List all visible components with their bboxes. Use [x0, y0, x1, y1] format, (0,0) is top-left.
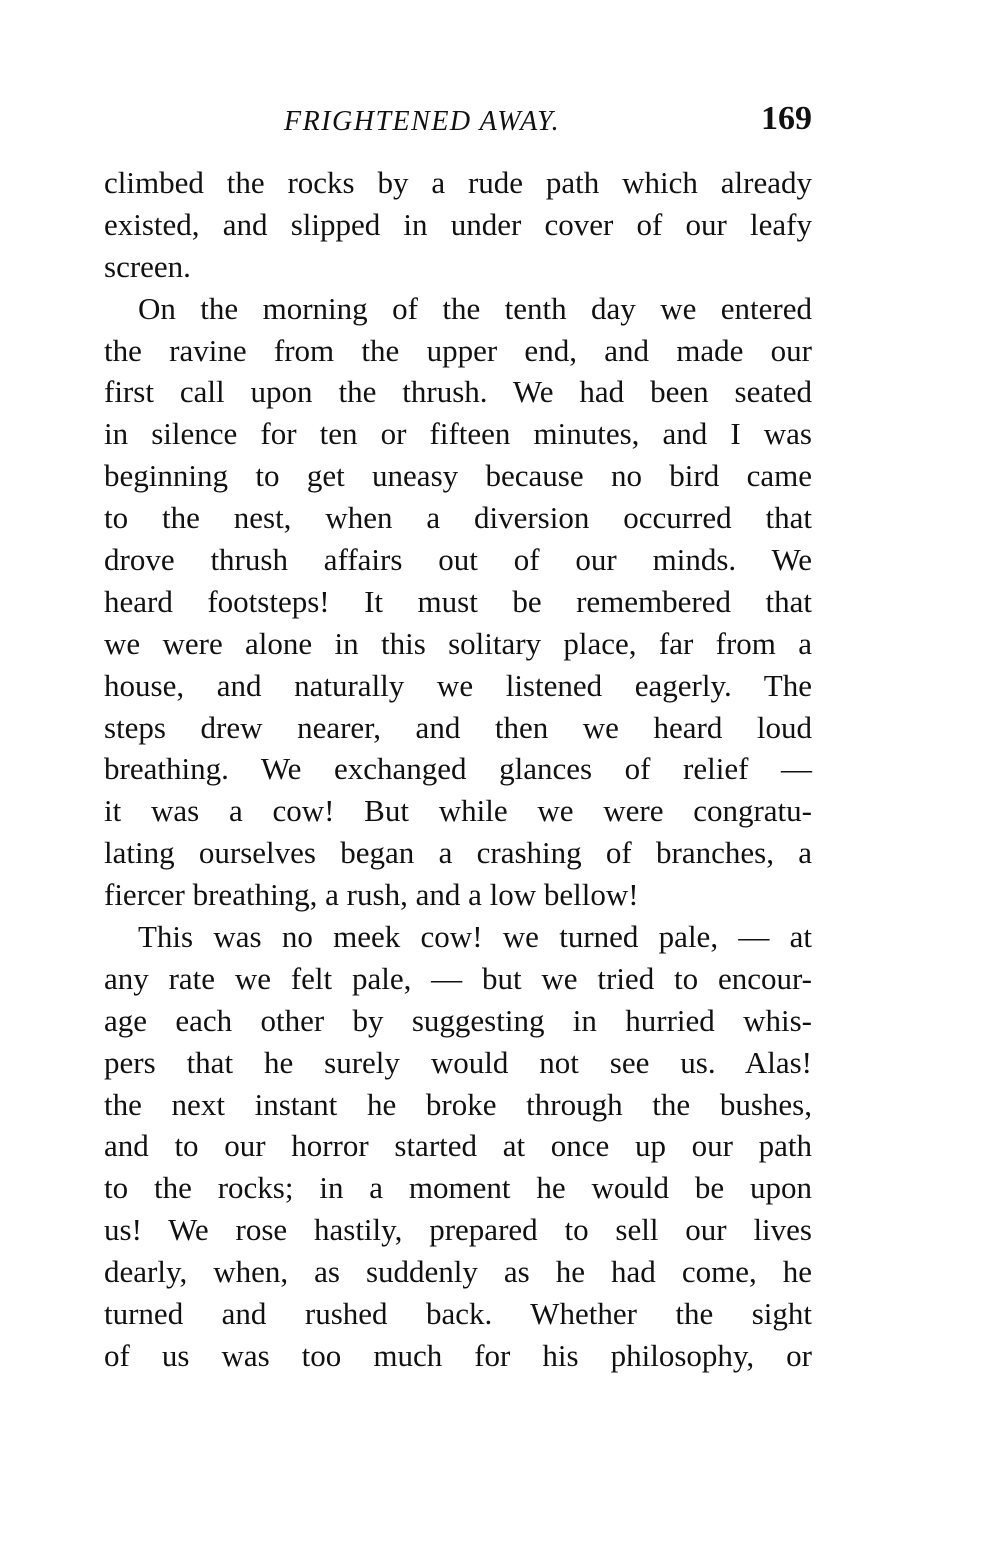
text-line: it was a cow! But while we were congratu-: [104, 793, 812, 829]
text-line: the ravine from the upper end, and made our: [104, 332, 812, 368]
paragraph-first-line: On the morning of the tenth day we entered: [138, 290, 812, 326]
text-line: house, and naturally we listened eagerly. The: [104, 667, 812, 703]
text-line: breathing. We exchanged glances of relief —: [104, 751, 812, 787]
running-title: FRIGHTENED AWAY.: [284, 106, 561, 137]
running-header: [104, 100, 812, 144]
page-number: 169: [761, 100, 812, 137]
paragraph-first-line: This was no meek cow! we turned pale, — at: [138, 919, 812, 955]
text-line: existed, and slipped in under cover of our leafy: [104, 206, 812, 242]
text-line: in silence for ten or fifteen minutes, and I was: [104, 416, 812, 452]
text-line: pers that he surely would not see us. Alas!: [104, 1044, 812, 1080]
text-line: drove thrush affairs out of our minds. We: [104, 542, 812, 578]
text-line: fiercer breathing, a rush, and a low bellow!: [104, 877, 639, 913]
text-line: beginning to get uneasy because no bird came: [104, 458, 812, 494]
text-line: and to our horror started at once up our path: [104, 1128, 812, 1164]
text-line: us! We rose hastily, prepared to sell our lives: [104, 1212, 812, 1248]
text-line: heard footsteps! It must be remembered that: [104, 583, 812, 619]
text-line: screen.: [104, 248, 191, 284]
text-line: dearly, when, as suddenly as he had come, he: [104, 1254, 812, 1290]
text-line: age each other by suggesting in hurried whis-: [104, 1002, 812, 1038]
text-line: climbed the rocks by a rude path which already: [104, 165, 812, 200]
text-line: lating ourselves began a crashing of branches, a: [104, 835, 812, 871]
text-line: steps drew nearer, and then we heard loud: [104, 709, 812, 745]
text-line: to the rocks; in a moment he would be upon: [104, 1170, 812, 1206]
text-line: of us was too much for his philosophy, or: [104, 1337, 812, 1373]
text-line: turned and rushed back. Whether the sight: [104, 1296, 812, 1332]
text-line: to the nest, when a diversion occurred that: [104, 500, 812, 536]
text-line: the next instant he broke through the bushes,: [104, 1086, 812, 1122]
text-line: we were alone in this solitary place, far from a: [104, 625, 812, 661]
text-line: any rate we felt pale, — but we tried to encour-: [104, 960, 812, 996]
text-line: first call upon the thrush. We had been seated: [104, 374, 812, 410]
body-text: [104, 162, 812, 1377]
